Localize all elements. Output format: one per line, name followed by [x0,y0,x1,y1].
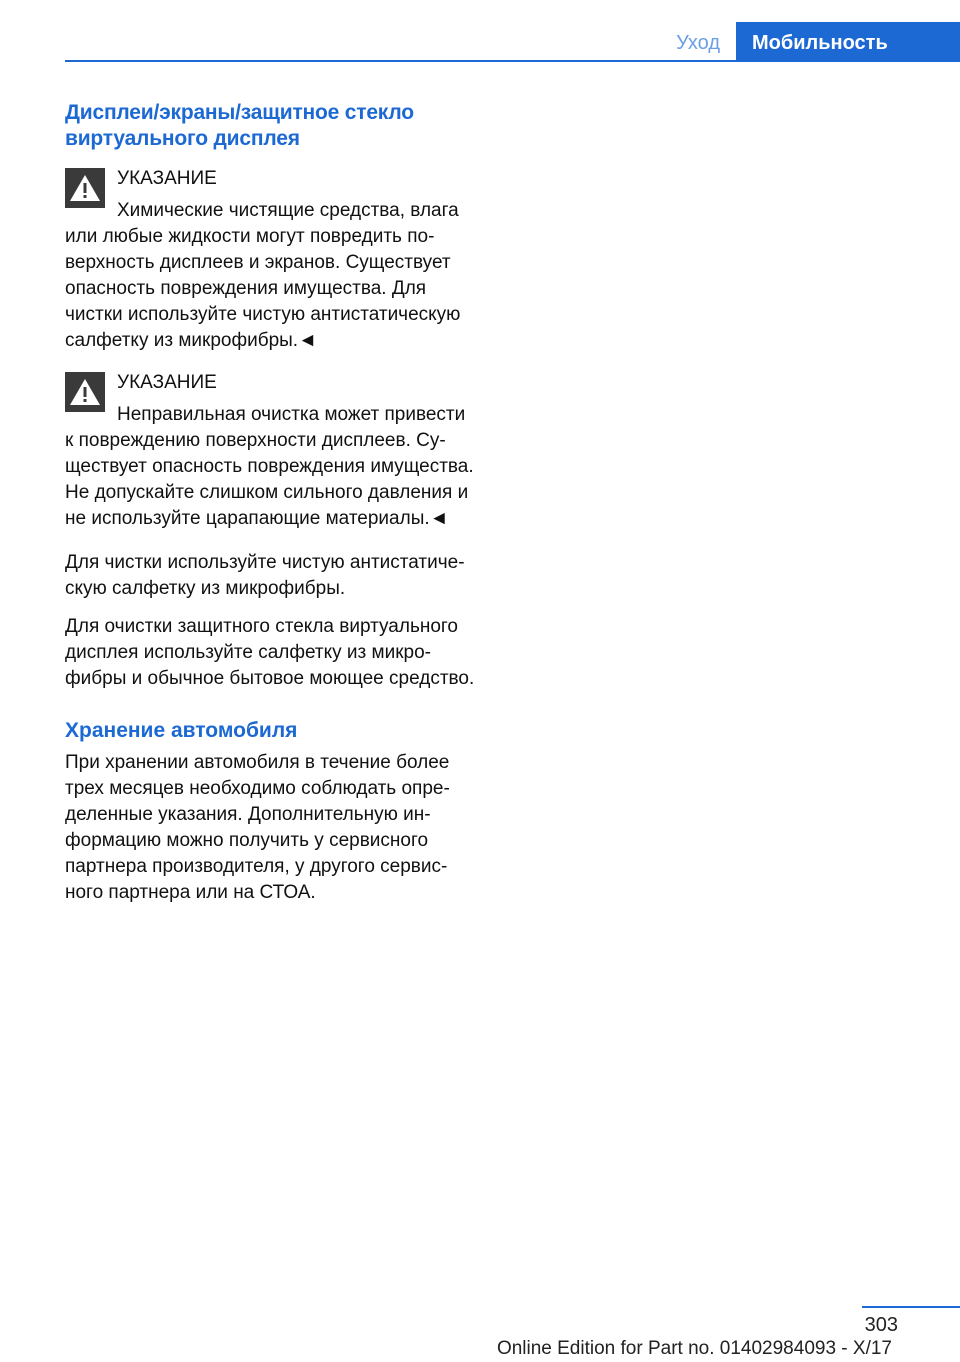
warning-text: Неправильная очистка может привести к повреждению поверхности дисплеев. Существует опасность повреждения имущества. Не допускайте слишком сильного давления и не используйте царапающие материалы.◄ [65,404,474,529]
page-content [65,100,477,906]
paragraph-cleaning: Для чистки используйте чистую антистатическую салфетку из микрофибры. [65,552,465,599]
warning-text: Химические чистящие средства, влага или любые жидкости могут повредить поверхность дисплеев и экранов. Существует опасность повреждения имущества. Для чистки используйте чистую антистатическую салфетку из микрофибры.◄ [65,200,461,351]
warning-label: УКАЗАНИЕ [117,168,217,189]
footer-rule [862,1306,960,1308]
paragraph-glass-cleaning: Для очистки защитного стекла виртуального дисплея используйте салфетку из микрофибры и обычное бытовое моющее средство. [65,616,475,689]
section-title-displays: Дисплеи/экраны/защитное стекло виртуального дисплея [65,101,414,150]
warning-block-1 [65,166,477,354]
edition-note: Online Edition for Part no. 01402984093 - X/17 [496,1338,892,1359]
breadcrumb-prev[interactable]: Уход [676,32,720,54]
warning-icon [65,372,105,412]
warning-label: УКАЗАНИЕ [117,372,217,393]
warning-block-2 [65,370,477,532]
page-number: 303 [864,1314,898,1336]
paragraph-storage: При хранении автомобиля в течение более трех месяцев необходимо соблюдать определенные указания. Дополнительную информацию можно получить у сервисного партнера производителя, у другого сервисного партнера или на СТОА. [65,752,450,903]
section-title-storage: Хранение автомобиля [65,719,298,742]
warning-icon [65,168,105,208]
breadcrumb-current[interactable]: Мобильность [736,22,960,62]
